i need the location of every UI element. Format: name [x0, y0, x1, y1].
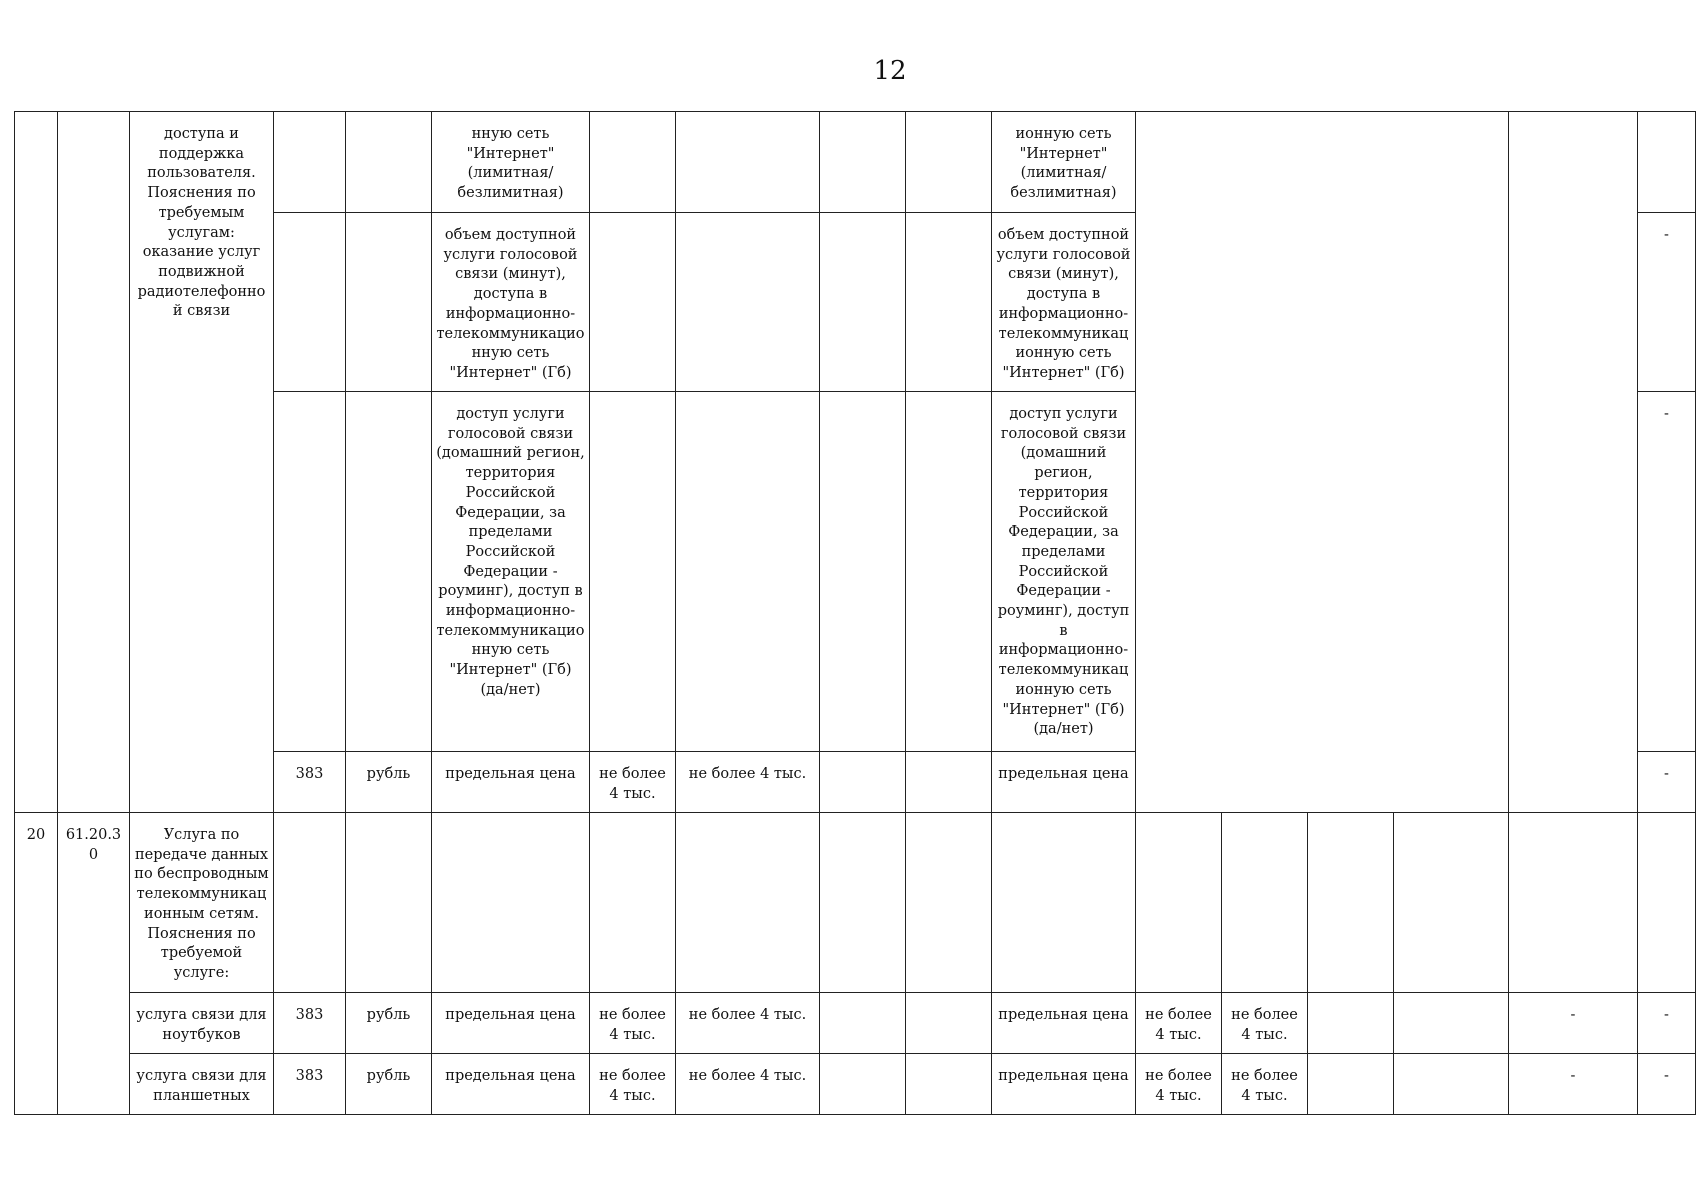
table-row	[15, 813, 1696, 993]
cell-value	[1394, 1054, 1509, 1115]
cell-num: 20	[15, 813, 58, 1115]
cell-value	[820, 213, 906, 392]
cell-code	[274, 213, 346, 392]
cell-value	[906, 112, 992, 213]
cell-code	[274, 392, 346, 752]
cell-value: не более 4 тыс.	[1136, 1054, 1222, 1115]
cell-dash: -	[1638, 213, 1696, 392]
cell-unit: рубль	[346, 752, 432, 813]
cell-value: не более 4 тыс.	[1136, 993, 1222, 1054]
cell-characteristic	[992, 813, 1136, 993]
cell-value: не более 4 тыс.	[1222, 993, 1308, 1054]
page-number: 12	[873, 56, 907, 86]
cell-blank	[1638, 813, 1696, 993]
cell-service-name: доступа и поддержка пользователя. Пояснения по требуемым услугам: оказание услуг подвижной радиотелефонной связи	[130, 112, 274, 813]
cell-characteristic: ионную сеть "Интернет" (лимитная/ безлимитная)	[992, 112, 1136, 213]
cell-blank	[1509, 112, 1638, 813]
cell-value: не более 4 тыс.	[676, 1054, 820, 1115]
cell-characteristic: предельная цена	[432, 1054, 590, 1115]
cell-value: не более 4 тыс.	[590, 752, 676, 813]
cell-value	[1394, 993, 1509, 1054]
cell-value: не более 4 тыс.	[590, 1054, 676, 1115]
cell-service-name: услуга связи для ноутбуков	[130, 993, 274, 1054]
cell-characteristic: предельная цена	[432, 752, 590, 813]
cell-characteristic: доступ услуги голосовой связи (домашний регион, территория Российской Федерации, за пределами Российской Федерации - роуминг), доступ в информационно-телекоммуникационную сеть "Интернет" (Гб) (да/нет)	[432, 392, 590, 752]
cell-dash: -	[1638, 392, 1696, 752]
cell-merged-blank	[1136, 112, 1509, 813]
cell-dash: -	[1638, 1054, 1696, 1115]
cell-service-name: Услуга по передаче данных по беспроводным телекоммуникационным сетям. Пояснения по требуемой услуге:	[130, 813, 274, 993]
cell-value	[906, 752, 992, 813]
cell-unit	[346, 813, 432, 993]
table-row	[15, 112, 1696, 213]
cell-unit	[346, 112, 432, 213]
cell-dash: -	[1509, 993, 1638, 1054]
cell-service-name: услуга связи для планшетных	[130, 1054, 274, 1115]
cell-value	[676, 392, 820, 752]
cell-characteristic: предельная цена	[992, 752, 1136, 813]
cell-characteristic: объем доступной услуги голосовой связи (минут), доступа в информационно-телекоммуникационную сеть "Интернет" (Гб)	[432, 213, 590, 392]
cell-value	[1308, 1054, 1394, 1115]
cell-characteristic: предельная цена	[432, 993, 590, 1054]
cell-value: не более 4 тыс.	[590, 993, 676, 1054]
cell-value	[820, 392, 906, 752]
cell-value	[906, 993, 992, 1054]
cell-value	[1222, 813, 1308, 993]
cell-characteristic: объем доступной услуги голосовой связи (минут), доступа в информационно-телекоммуникационную сеть "Интернет" (Гб)	[992, 213, 1136, 392]
cell-code: 383	[274, 1054, 346, 1115]
cell-value	[1136, 813, 1222, 993]
cell-dash: -	[1638, 993, 1696, 1054]
cell-code	[274, 112, 346, 213]
table-row	[15, 1054, 1696, 1115]
cell-value	[820, 813, 906, 993]
cell-unit	[346, 392, 432, 752]
cell-characteristic: доступ услуги голосовой связи (домашний регион, территория Российской Федерации, за пределами Российской Федерации - роуминг), доступ в информационно-телекоммуникационную сеть "Интернет" (Гб) (да/нет)	[992, 392, 1136, 752]
cell-blank	[1638, 112, 1696, 213]
cell-characteristic	[432, 813, 590, 993]
cell-value	[676, 112, 820, 213]
cell-unit	[346, 213, 432, 392]
cell-value	[1308, 813, 1394, 993]
cell-okpd: 61.20.30	[58, 813, 130, 1115]
cell-value	[1394, 813, 1509, 993]
cell-value	[906, 213, 992, 392]
table-row	[15, 993, 1696, 1054]
cell-characteristic: предельная цена	[992, 1054, 1136, 1115]
cell-value	[590, 213, 676, 392]
cell-value	[820, 752, 906, 813]
cell-value	[906, 813, 992, 993]
cell-value	[906, 392, 992, 752]
cell-value	[590, 392, 676, 752]
cell-value	[820, 1054, 906, 1115]
cell-value: не более 4 тыс.	[1222, 1054, 1308, 1115]
cell-value	[1308, 993, 1394, 1054]
cell-characteristic: нную сеть "Интернет" (лимитная/ безлимитная)	[432, 112, 590, 213]
cell-value: не более 4 тыс.	[676, 752, 820, 813]
cell-okpd	[58, 112, 130, 813]
cell-value: не более 4 тыс.	[676, 993, 820, 1054]
cell-unit: рубль	[346, 993, 432, 1054]
cell-value	[820, 112, 906, 213]
cell-value	[590, 813, 676, 993]
cell-blank	[1509, 813, 1638, 993]
cell-value	[676, 813, 820, 993]
cell-value	[906, 1054, 992, 1115]
cell-characteristic: предельная цена	[992, 993, 1136, 1054]
cell-value	[676, 213, 820, 392]
cell-value	[820, 993, 906, 1054]
cell-code	[274, 813, 346, 993]
cell-dash: -	[1509, 1054, 1638, 1115]
requirements-table	[14, 111, 1696, 1115]
cell-num	[15, 112, 58, 813]
cell-code: 383	[274, 993, 346, 1054]
cell-value	[590, 112, 676, 213]
cell-code: 383	[274, 752, 346, 813]
cell-unit: рубль	[346, 1054, 432, 1115]
cell-dash: -	[1638, 752, 1696, 813]
